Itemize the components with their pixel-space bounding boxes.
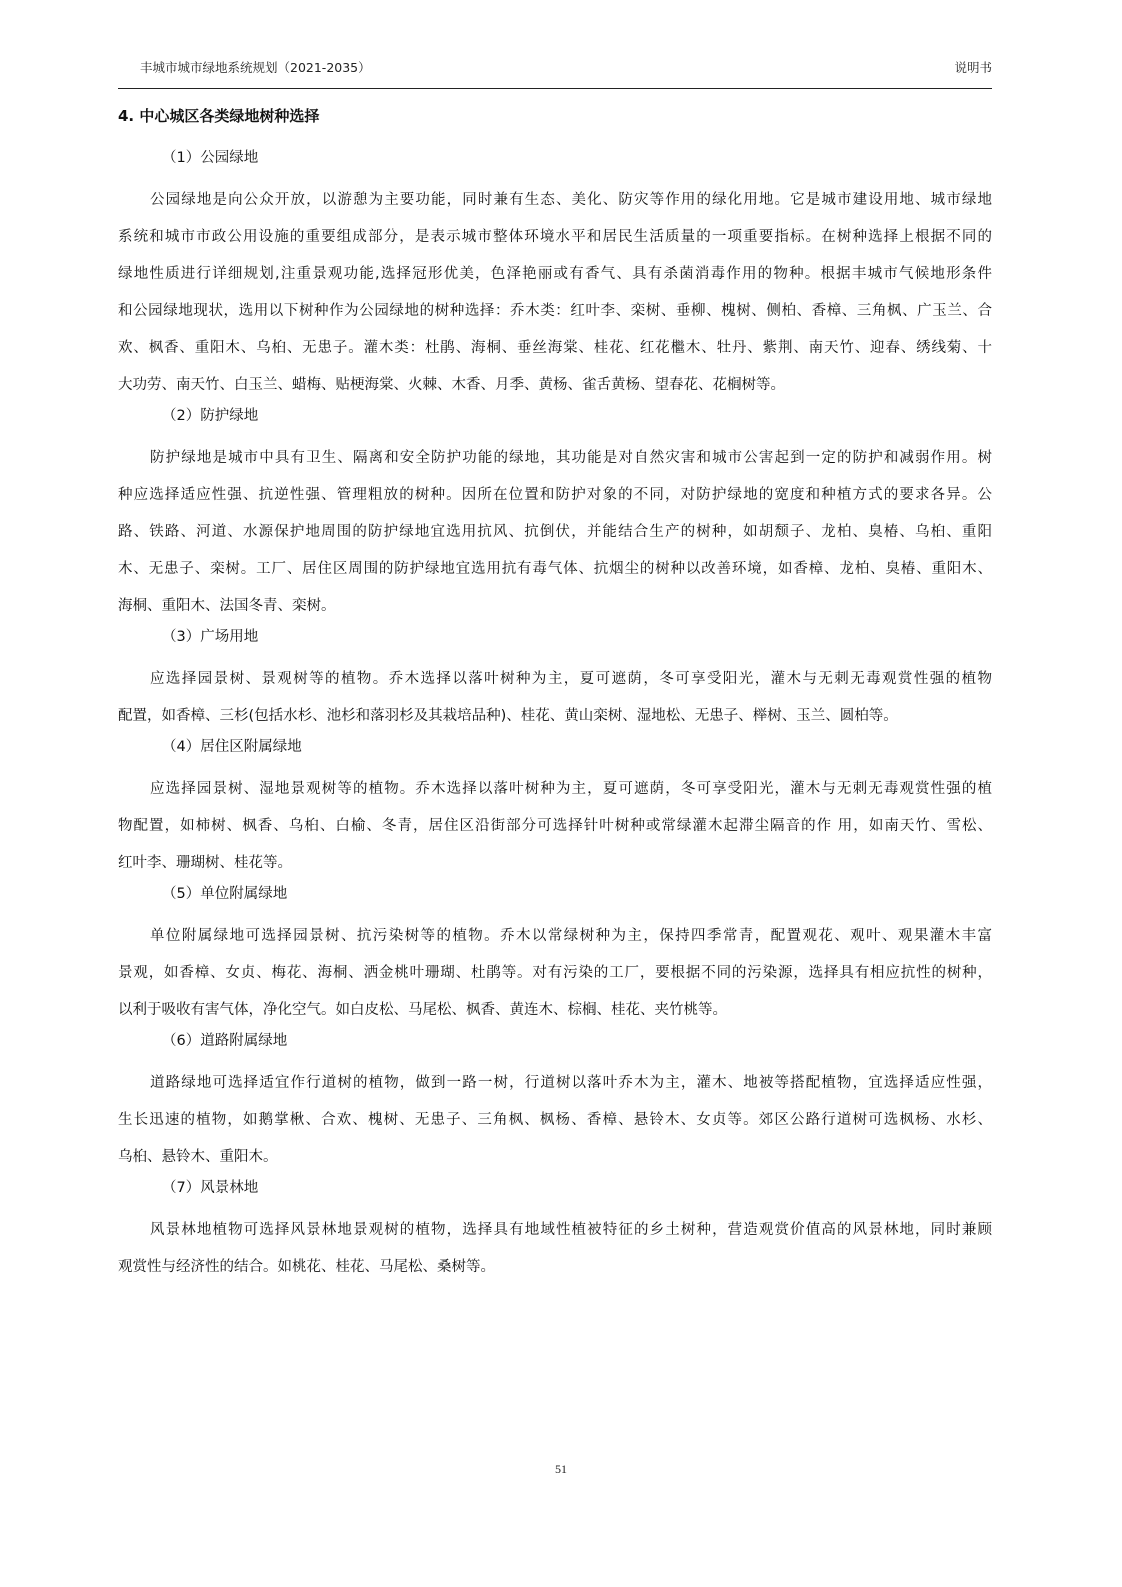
subsection-heading-park: （1）公园绿地 bbox=[162, 150, 259, 166]
subsection-heading-road: （6）道路附属绿地 bbox=[162, 1033, 288, 1049]
paragraph-line: 和公园绿地现状，选用以下树种作为公园绿地的树种选择：乔木类：红叶李、栾树、垂柳、槐树、侧柏、香樟、三角枫、广玉兰、合 bbox=[118, 303, 992, 319]
paragraph-road bbox=[118, 1065, 992, 1176]
paragraph-line: 景观，如香樟、女贞、梅花、海桐、洒金桃叶珊瑚、杜鹃等。对有污染的工厂，要根据不同的污染源，选择具有相应抗性的树种， bbox=[118, 965, 992, 981]
paragraph-line: 欢、枫香、重阳木、乌桕、无患子。灌木类：杜鹃、海桐、垂丝海棠、桂花、红花檵木、牡丹、紫荆、南天竹、迎春、绣线菊、十 bbox=[118, 340, 992, 356]
paragraph-line: 生长迅速的植物，如鹅掌楸、合欢、槐树、无患子、三角枫、枫杨、香樟、悬铃木、女贞等。郊区公路行道树可选枫杨、水杉、 bbox=[118, 1112, 992, 1128]
paragraph-line: 观赏性与经济性的结合。如桃花、桂花、马尾松、桑树等。 bbox=[118, 1259, 495, 1275]
subsection-heading-protective: （2）防护绿地 bbox=[162, 408, 259, 424]
paragraph-line: 应选择园景树、湿地景观树等的植物。乔木选择以落叶树种为主，夏可遮荫，冬可享受阳光，灌木与无刺无毒观赏性强的植 bbox=[150, 781, 992, 797]
paragraph-line: 绿地性质进行详细规划,注重景观功能,选择冠形优美，色泽艳丽或有香气、具有杀菌消毒作用的物种。根据丰城市气候地形条件 bbox=[118, 266, 992, 282]
paragraph-protective bbox=[118, 440, 992, 625]
subsection-heading-scenic-forest: （7）风景林地 bbox=[162, 1180, 259, 1196]
page-number: 51 bbox=[555, 1462, 567, 1476]
paragraph-line: 路、铁路、河道、水源保护地周围的防护绿地宜选用抗风、抗倒伏，并能结合生产的树种，如胡颓子、龙柏、臭椿、乌桕、重阳 bbox=[118, 524, 992, 540]
paragraph-line: 红叶李、珊瑚树、桂花等。 bbox=[118, 855, 292, 871]
page-header bbox=[118, 58, 992, 89]
page-content bbox=[118, 103, 992, 1285]
paragraph-line: 风景林地植物可选择风景林地景观树的植物，选择具有地域性植被特征的乡土树种，营造观赏价值高的风景林地，同时兼顾 bbox=[150, 1222, 992, 1238]
paragraph-line: 乌桕、悬铃木、重阳木。 bbox=[118, 1149, 278, 1165]
document-title: 丰城市城市绿地系统规划（2021-2035） bbox=[140, 60, 371, 75]
paragraph-line: 公园绿地是向公众开放，以游憩为主要功能，同时兼有生态、美化、防灾等作用的绿化用地。它是城市建设用地、城市绿地 bbox=[150, 192, 992, 208]
paragraph-line: 应选择园景树、景观树等的植物。乔木选择以落叶树种为主，夏可遮荫，冬可享受阳光，灌木与无刺无毒观赏性强的植物 bbox=[150, 671, 992, 687]
paragraph-line: 木、无患子、栾树。工厂、居住区周围的防护绿地宜选用抗有毒气体、抗烟尘的树种以改善环境，如香樟、龙柏、臭椿、重阳木、 bbox=[118, 561, 992, 577]
paragraph-line: 配置，如香樟、三杉(包括水杉、池杉和落羽杉及其栽培品种)、桂花、黄山栾树、湿地松、无患子、榉树、玉兰、圆柏等。 bbox=[118, 708, 898, 724]
paragraph-park bbox=[118, 182, 992, 404]
paragraph-line: 道路绿地可选择适宜作行道树的植物，做到一路一树，行道树以落叶乔木为主，灌木、地被等搭配植物，宜选择适应性强， bbox=[150, 1075, 992, 1091]
paragraph-line: 海桐、重阳木、法国冬青、栾树。 bbox=[118, 598, 336, 614]
paragraph-scenic-forest bbox=[118, 1212, 992, 1286]
paragraph-line: 单位附属绿地可选择园景树、抗污染树等的植物。乔木以常绿树种为主，保持四季常青，配置观花、观叶、观果灌木丰富 bbox=[150, 928, 992, 944]
paragraph-line: 大功劳、南天竹、白玉兰、蜡梅、贴梗海棠、火棘、木香、月季、黄杨、雀舌黄杨、望春花、花榈树等。 bbox=[118, 377, 785, 393]
document-type-label: 说明书 bbox=[954, 60, 992, 75]
paragraph-line: 以利于吸收有害气体，净化空气。如白皮松、马尾松、枫香、黄连木、棕榈、桂花、夹竹桃等。 bbox=[118, 1002, 727, 1018]
paragraph-residential bbox=[118, 771, 992, 882]
paragraph-line: 种应选择适应性强、抗逆性强、管理粗放的树种。因所在位置和防护对象的不同，对防护绿地的宽度和种植方式的要求各异。公 bbox=[118, 487, 992, 503]
paragraph-line: 物配置，如柿树、枫香、乌桕、白榆、冬青，居住区沿街部分可选择针叶树种或常绿灌木起滞尘隔音的作 用，如南天竹、雪松、 bbox=[118, 818, 992, 834]
subsection-heading-institutional: （5）单位附属绿地 bbox=[162, 886, 288, 902]
section-title: 4. 中心城区各类绿地树种选择 bbox=[118, 107, 320, 125]
paragraph-square bbox=[118, 661, 992, 735]
paragraph-line: 防护绿地是城市中具有卫生、隔离和安全防护功能的绿地，其功能是对自然灾害和城市公害起到一定的防护和减弱作用。树 bbox=[150, 450, 992, 466]
subsection-heading-square: （3）广场用地 bbox=[162, 629, 259, 645]
paragraph-line: 系统和城市市政公用设施的重要组成部分，是表示城市整体环境水平和居民生活质量的一项重要指标。在树种选择上根据不同的 bbox=[118, 229, 992, 245]
paragraph-institutional bbox=[118, 918, 992, 1029]
subsection-heading-residential: （4）居住区附属绿地 bbox=[162, 739, 302, 755]
